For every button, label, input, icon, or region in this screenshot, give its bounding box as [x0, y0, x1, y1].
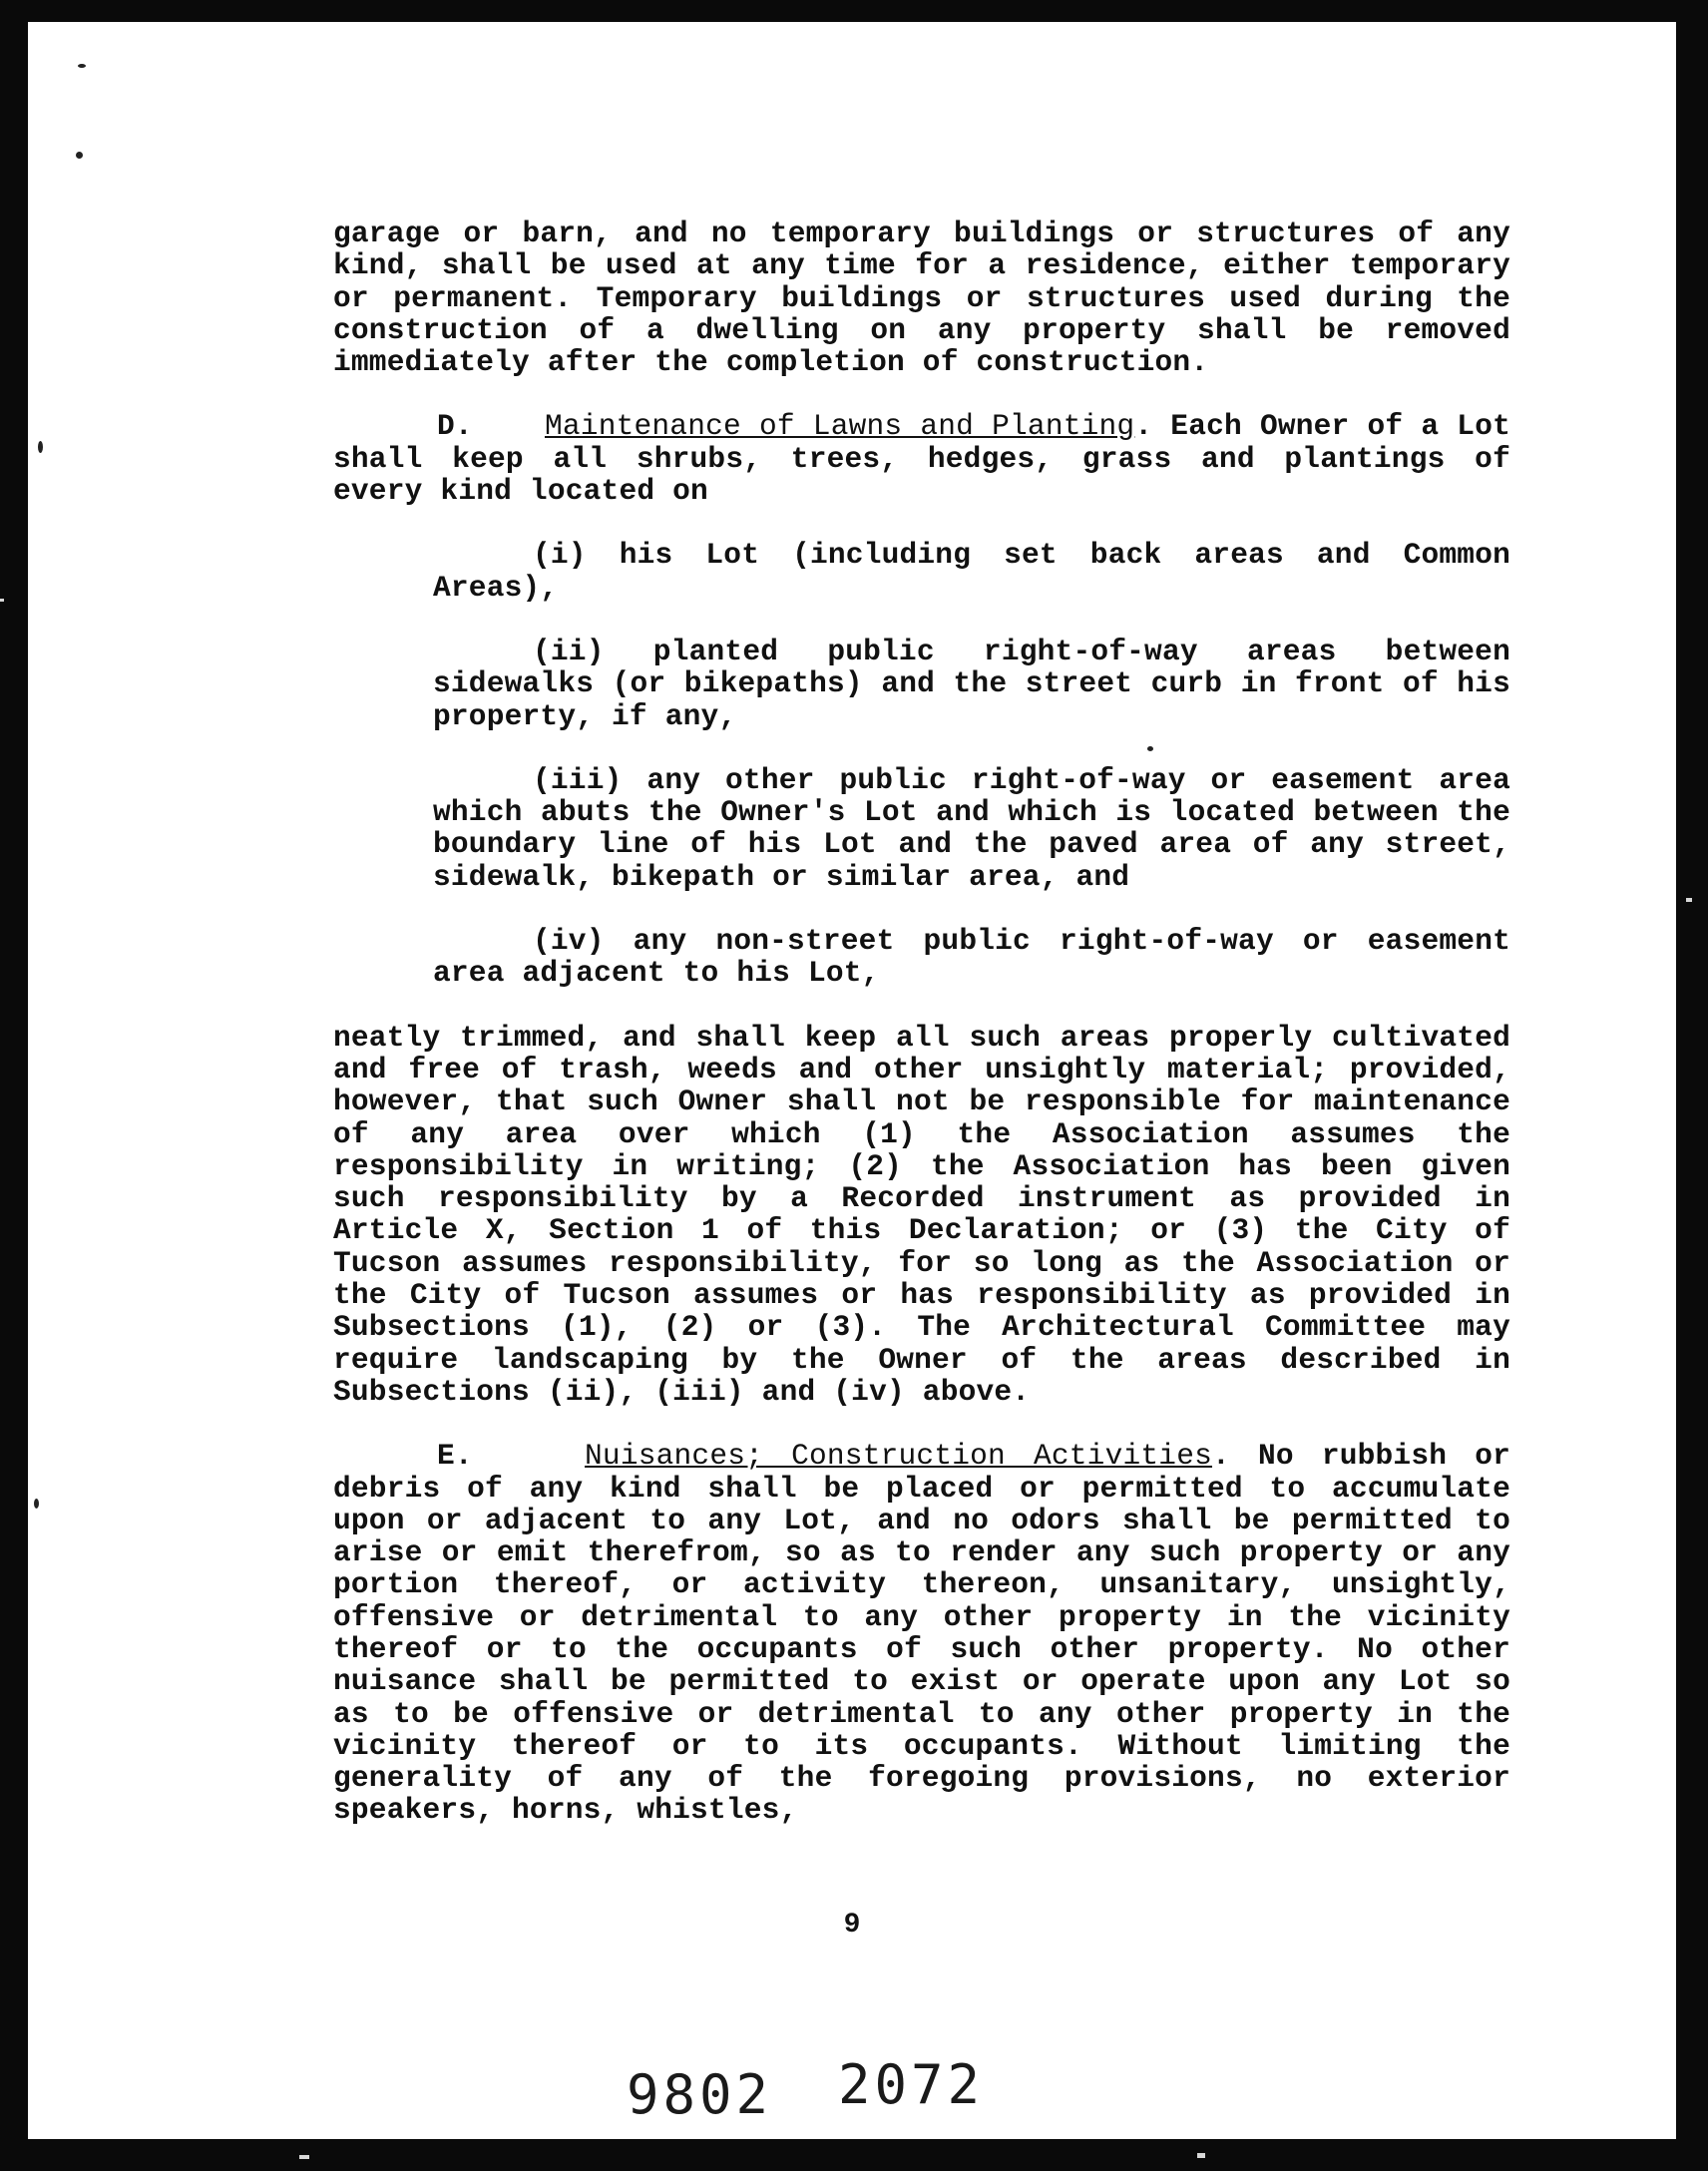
paragraph-gap: [333, 1408, 1510, 1440]
scan-noise: [1686, 898, 1692, 902]
scan-speck: [1147, 746, 1153, 751]
scan-noise: [299, 2155, 309, 2159]
section-e-heading: Nuisances; Construction Activities: [585, 1439, 1213, 1474]
page-number: 9: [843, 1910, 861, 1941]
paragraph-gap: [333, 990, 1510, 1022]
section-d-label: D.: [437, 409, 473, 444]
section-d-paragraph: [333, 410, 1510, 507]
section-d-text: . Each Owner of a Lot shall keep all shrubs, trees, hedges, grass and plantings of every kind located on: [333, 409, 1510, 509]
section-e-paragraph: [333, 1440, 1510, 1827]
scan-noise: [1197, 2153, 1205, 2158]
paragraph-gap: [333, 507, 1510, 539]
document-body: [333, 217, 1510, 1827]
document-page: [28, 22, 1676, 2139]
subsection-i: (i) his Lot (including set back areas and Common Areas),: [433, 538, 1510, 605]
section-e-label: E.: [437, 1439, 473, 1474]
stamp-number-right: 2072: [838, 2053, 985, 2116]
scan-noise: [0, 599, 4, 602]
paragraph-gap: [333, 893, 1510, 925]
section-e-text: . No rubbish or debris of any kind shall be placed or permitted to accumulate upon or adjacent to any Lot, and no odors shall be permitted to arise or emit therefrom, so as to render any such property or any portion thereof, or activity thereon, unsanitary, unsightly, offensive or detrimental to any other property in the vicinity thereof or to the occupants of such other property. No other nuisance shall be permitted to exist or operate upon any Lot so as to be offensive or detrimental to any other property in the vicinity thereof or to its occupants. Without limiting the generality of any of the foregoing provisions, no exterior speakers, horns, whistles,: [333, 1439, 1510, 1828]
stamp-number-left: 9802: [627, 2063, 773, 2126]
scan-speck: [78, 64, 86, 68]
subsection-ii: (ii) planted public right-of-way areas between sidewalks (or bikepaths) and the street curb in front of his property, if any,: [433, 634, 1510, 733]
paragraph-continuation: garage or barn, and no temporary buildings or structures of any kind, shall be used at any time for a residence, either temporary or permanent. Temporary buildings or structures used during the construction of a dwelling on any property shall be removed immediately after the completion of construction.: [333, 217, 1510, 380]
scan-speck: [38, 441, 43, 453]
scan-speck: [34, 1499, 39, 1509]
paragraph-gap: [333, 732, 1510, 764]
paragraph-gap: [333, 378, 1510, 410]
subsection-iv: (iv) any non-street public right-of-way or easement area adjacent to his Lot,: [433, 924, 1510, 991]
paragraph-after-subsections: neatly trimmed, and shall keep all such areas properly cultivated and free of trash, weeds and other unsightly material; provided, however, that such Owner shall not be responsible for maintenance of any area over which (1) the Association assumes the responsibility in writing; (2) the Association has been given such responsibility by a Recorded instrument as provided in Article X, Section 1 of this Declaration; or (3) the City of Tucson assumes responsibility, for so long as the Association or the City of Tucson assumes or has responsibility as provided in Subsections (1), (2) or (3). The Architectural Committee may require landscaping by the Owner of the areas described in Subsections (ii), (iii) and (iv) above.: [333, 1020, 1510, 1409]
subsection-iii: (iii) any other public right-of-way or easement area which abuts the Owner's Lot and which is located between the boundary line of his Lot and the paved area of any street, sidewalk, bikepath or similar area, and: [433, 762, 1510, 894]
section-d-heading: Maintenance of Lawns and Planting: [544, 409, 1135, 444]
paragraph-gap: [333, 604, 1510, 636]
scan-speck: [76, 152, 83, 159]
